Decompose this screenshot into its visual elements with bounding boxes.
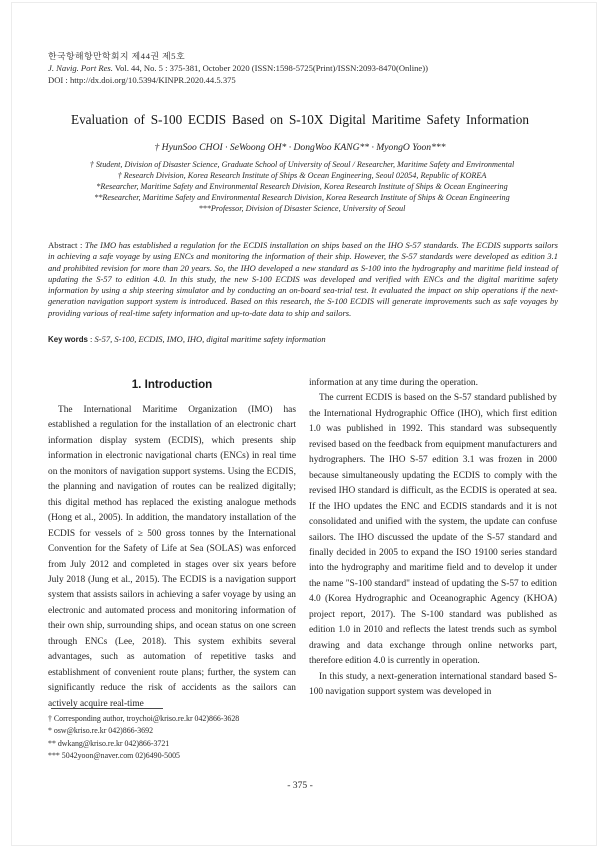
right-column — [309, 376, 557, 710]
page-number: - 375 - — [287, 780, 313, 791]
affiliation-line: ***Professor, Division of Disaster Science, University of Seoul — [198, 203, 406, 213]
left-column — [48, 376, 296, 710]
introduction-paragraph: The International Maritime Organization (IMO) has established a regulation for the installation of an electronic chart information display system (ECDIS), which presents ship information in electronic navigational charts (ENCs) in real time on the monitors of navigation support systems. Using the ECDIS, the planning and navigation of routes can be realized digitally; this digital method has replaced the existing analogue methods (Hong et al., 2005). In addition, the mandatory installation of the ECDIS for vessels of ≥ 500 gross tonnes by the International Convention for the Safety of Life at Sea (SOLAS) was enforced from July 2012 and completed in stages over six years before July 2018 (Jung et al., 2015). The ECDIS is a navigation support system that assists sailors in achieving a safer voyage by using an electronic and automated process and monitoring information of their own ship, surrounding ships, and ocean status on one screen through ENCs (Lee, 2018). This system exhibits several advantages, such as automation of repetitive tasks and establishment of convenient route plans; further, the system can significantly reduce the risk of accidents as the sailors can actively acquire real-time — [48, 405, 296, 709]
abstract-separator: : — [77, 240, 85, 250]
journal-header — [48, 50, 556, 87]
footnote-email: * osw@kriso.re.kr 042)866-3692 — [48, 726, 154, 736]
body-paragraph-3: In this study, a next-generation international standard based S-100 navigation support system was developed in — [309, 671, 557, 698]
affiliation-line: **Researcher, Maritime Safety and Environmental Research Division, Korea Research Institute of Ships & Ocean Engineering — [94, 192, 510, 202]
keywords-block — [48, 334, 558, 344]
journal-abbreviation: J. Navig. Port Res. — [48, 63, 113, 74]
doi-line: DOI : http://dx.doi.org/10.5394/KINPR.2020.44.5.375 — [48, 75, 236, 86]
affiliation-line: † Student, Division of Disaster Science, Graduate School of University of Seoul / Researcher, Maritime Safety and Environmental — [89, 160, 515, 169]
affiliation-line: † Research Division, Korea Research Institute of Ships & Ocean Engineering, Seoul 02054, Republic of KOREA — [117, 170, 487, 180]
affiliation-line: *Researcher, Maritime Safety and Environmental Research Division, Korea Research Institute of Ships & Ocean Engineering — [96, 181, 508, 191]
keywords-text: S-57, S-100, ECDIS, IMO, IHO, digital maritime safety information — [94, 334, 326, 344]
journal-citation-line — [48, 62, 556, 74]
authors-line: † HyunSoo CHOI · SeWoong OH* · DongWoo KANG** · MyongO Yoon*** — [154, 142, 446, 153]
keywords-separator: : — [87, 334, 95, 344]
section-heading-introduction: 1. Introduction — [131, 378, 213, 391]
continuation-line: information at any time during the operation. — [309, 378, 478, 388]
paper-title: Evaluation of S-100 ECDIS Based on S-10X Digital Maritime Safety Information — [71, 112, 529, 127]
abstract-label: Abstract — [48, 240, 78, 250]
body-paragraph-2: The current ECDIS is based on the S-57 standard published by the International Hydrographic Office (IHO), which first edition 1.0 was published in 1992. This standard was subsequently revised based on the feedback from equipment manufacturers and hydrographers. The IHO S-57 edition 3.1 was frozen in 2000 because simultaneously updating the ECDIS to comply with the revised IHO standard is difficult, as the ECDIS is operated at sea. If the IHO updates the ENC and ECDIS standards and it is not consolidated and unified with the system, the update can confuse sailors. The IHO discussed the update of the S-57 standard and finally decided in 2005 to expand the ISO 19100 series standard into the hydrography and maritime field and to develop it under the name "S-100 standard" instead of updating the S-57 to edition 4.0 (Korea Hydrographic and Oceanographic Agency (KHOA) project report, 2017). The S-100 standard was published as edition 1.0 in 2010 and reflects the latest trends such as symbol drawing and data exchange through online networks part, therefore edition 4.0 is currently in operation. — [309, 393, 557, 667]
keywords-label: Key words — [48, 335, 88, 344]
journal-name-korean: 한국항해항만학회지 제44권 제5호 — [48, 51, 186, 61]
affiliations-block — [36, 160, 568, 215]
footnote-rule — [51, 708, 163, 709]
footnote-email: ** dwkang@kriso.re.kr 042)866-3721 — [48, 738, 170, 748]
body-columns — [48, 376, 557, 710]
journal-issue-info: Vol. 44, No. 5 : 375-381, October 2020 (ISSN:1598-5725(Print)/ISSN:2093-8470(Online)) — [112, 63, 428, 74]
abstract-block — [48, 240, 558, 319]
abstract-text: The IMO has established a regulation for the ECDIS installation on ships based on the IHO S-57 standards. The ECDIS supports sailors in achieving a safe voyage by using ENCs and monitoring the information of their ship. However, the S-57 standards were developed as edition 3.1 and prohibited revision for more than 20 years. So, the IHO developed a new standard as S-100 into the hydrography and maritime field instead of updating the S-57 to edition 4.0. In this study, the new S-100 ECDIS was developed and verified with ENCs and the digital maritime safety information by using a ship steering simulator and by conducting an on-board sea-trial test. It evaluated the impact on ship operations if the next-generation navigation support system is introduced. Based on this research, the S-100 ECDIS will generate improvements such as safe voyages by providing various of real-time safety information and up-to-date data to ship and sailors. — [48, 240, 558, 318]
footnote-email: *** 5042yoon@naver.com 02)6490-5005 — [48, 751, 180, 761]
footnote-corresponding-author: † Corresponding author, troychoi@kriso.re.kr 042)866-3628 — [48, 714, 240, 723]
footnotes-block — [48, 708, 318, 763]
